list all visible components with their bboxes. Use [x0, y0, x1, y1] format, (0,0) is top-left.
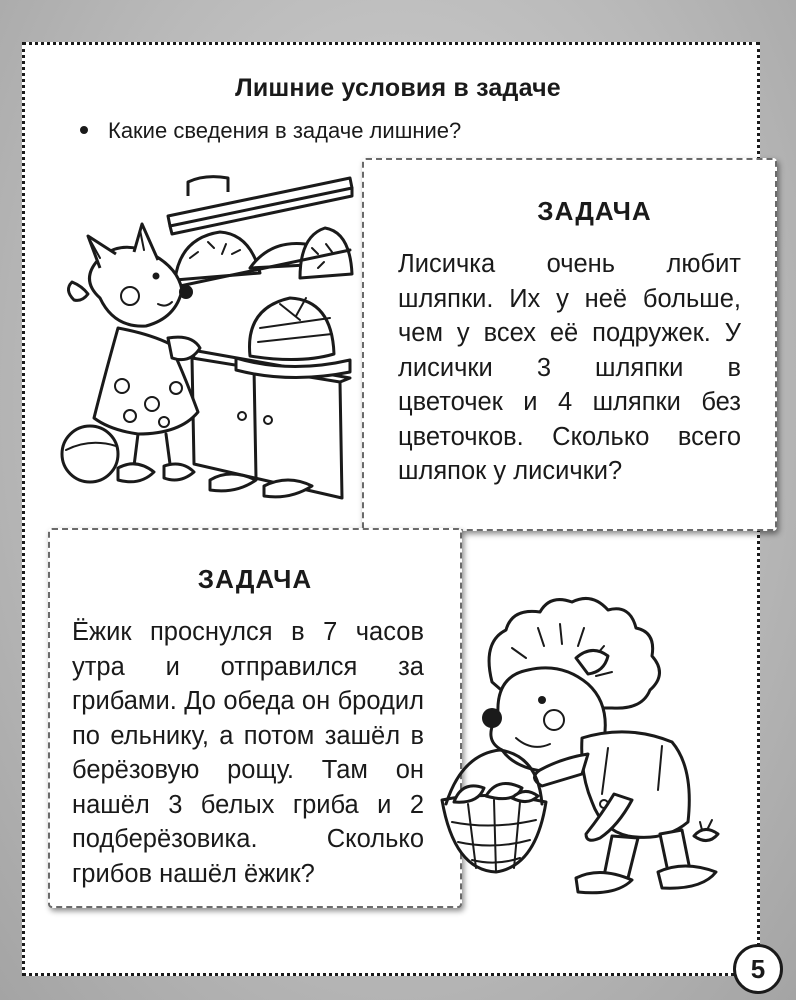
fox-with-hats-illustration: [60, 168, 360, 513]
question-line: [80, 118, 461, 144]
hedgehog-with-mushroom-basket-illustration: [432, 590, 748, 920]
question-text: Какие сведения в задаче лишние?: [108, 118, 462, 143]
task1-card: [362, 158, 777, 531]
page-number-badge: 5: [733, 944, 783, 994]
task1-text: Лисичка очень любит шляпки. Их у неё больше, чем у всех её подружек. У лисички 3 шляпки в цветочек и 4 шляпки без цветочков. Сколько всего шляпок у лисички?: [398, 250, 741, 485]
page-title: Лишние условия в задаче: [235, 74, 561, 102]
task1-heading: ЗАДАЧА: [537, 196, 652, 226]
task2-card: [48, 528, 462, 908]
task2-text: Ёжик проснулся в 7 часов утра и отправился за грибами. До обеда он бродил по ельнику, а потом зашёл в берёзовую рощу. Там он нашёл 3 белых гриба и 2 подберёзовика. Сколько грибов нашёл ёжик?: [72, 618, 424, 888]
bullet-icon: [80, 126, 88, 134]
task2-heading: ЗАДАЧА: [197, 564, 313, 594]
